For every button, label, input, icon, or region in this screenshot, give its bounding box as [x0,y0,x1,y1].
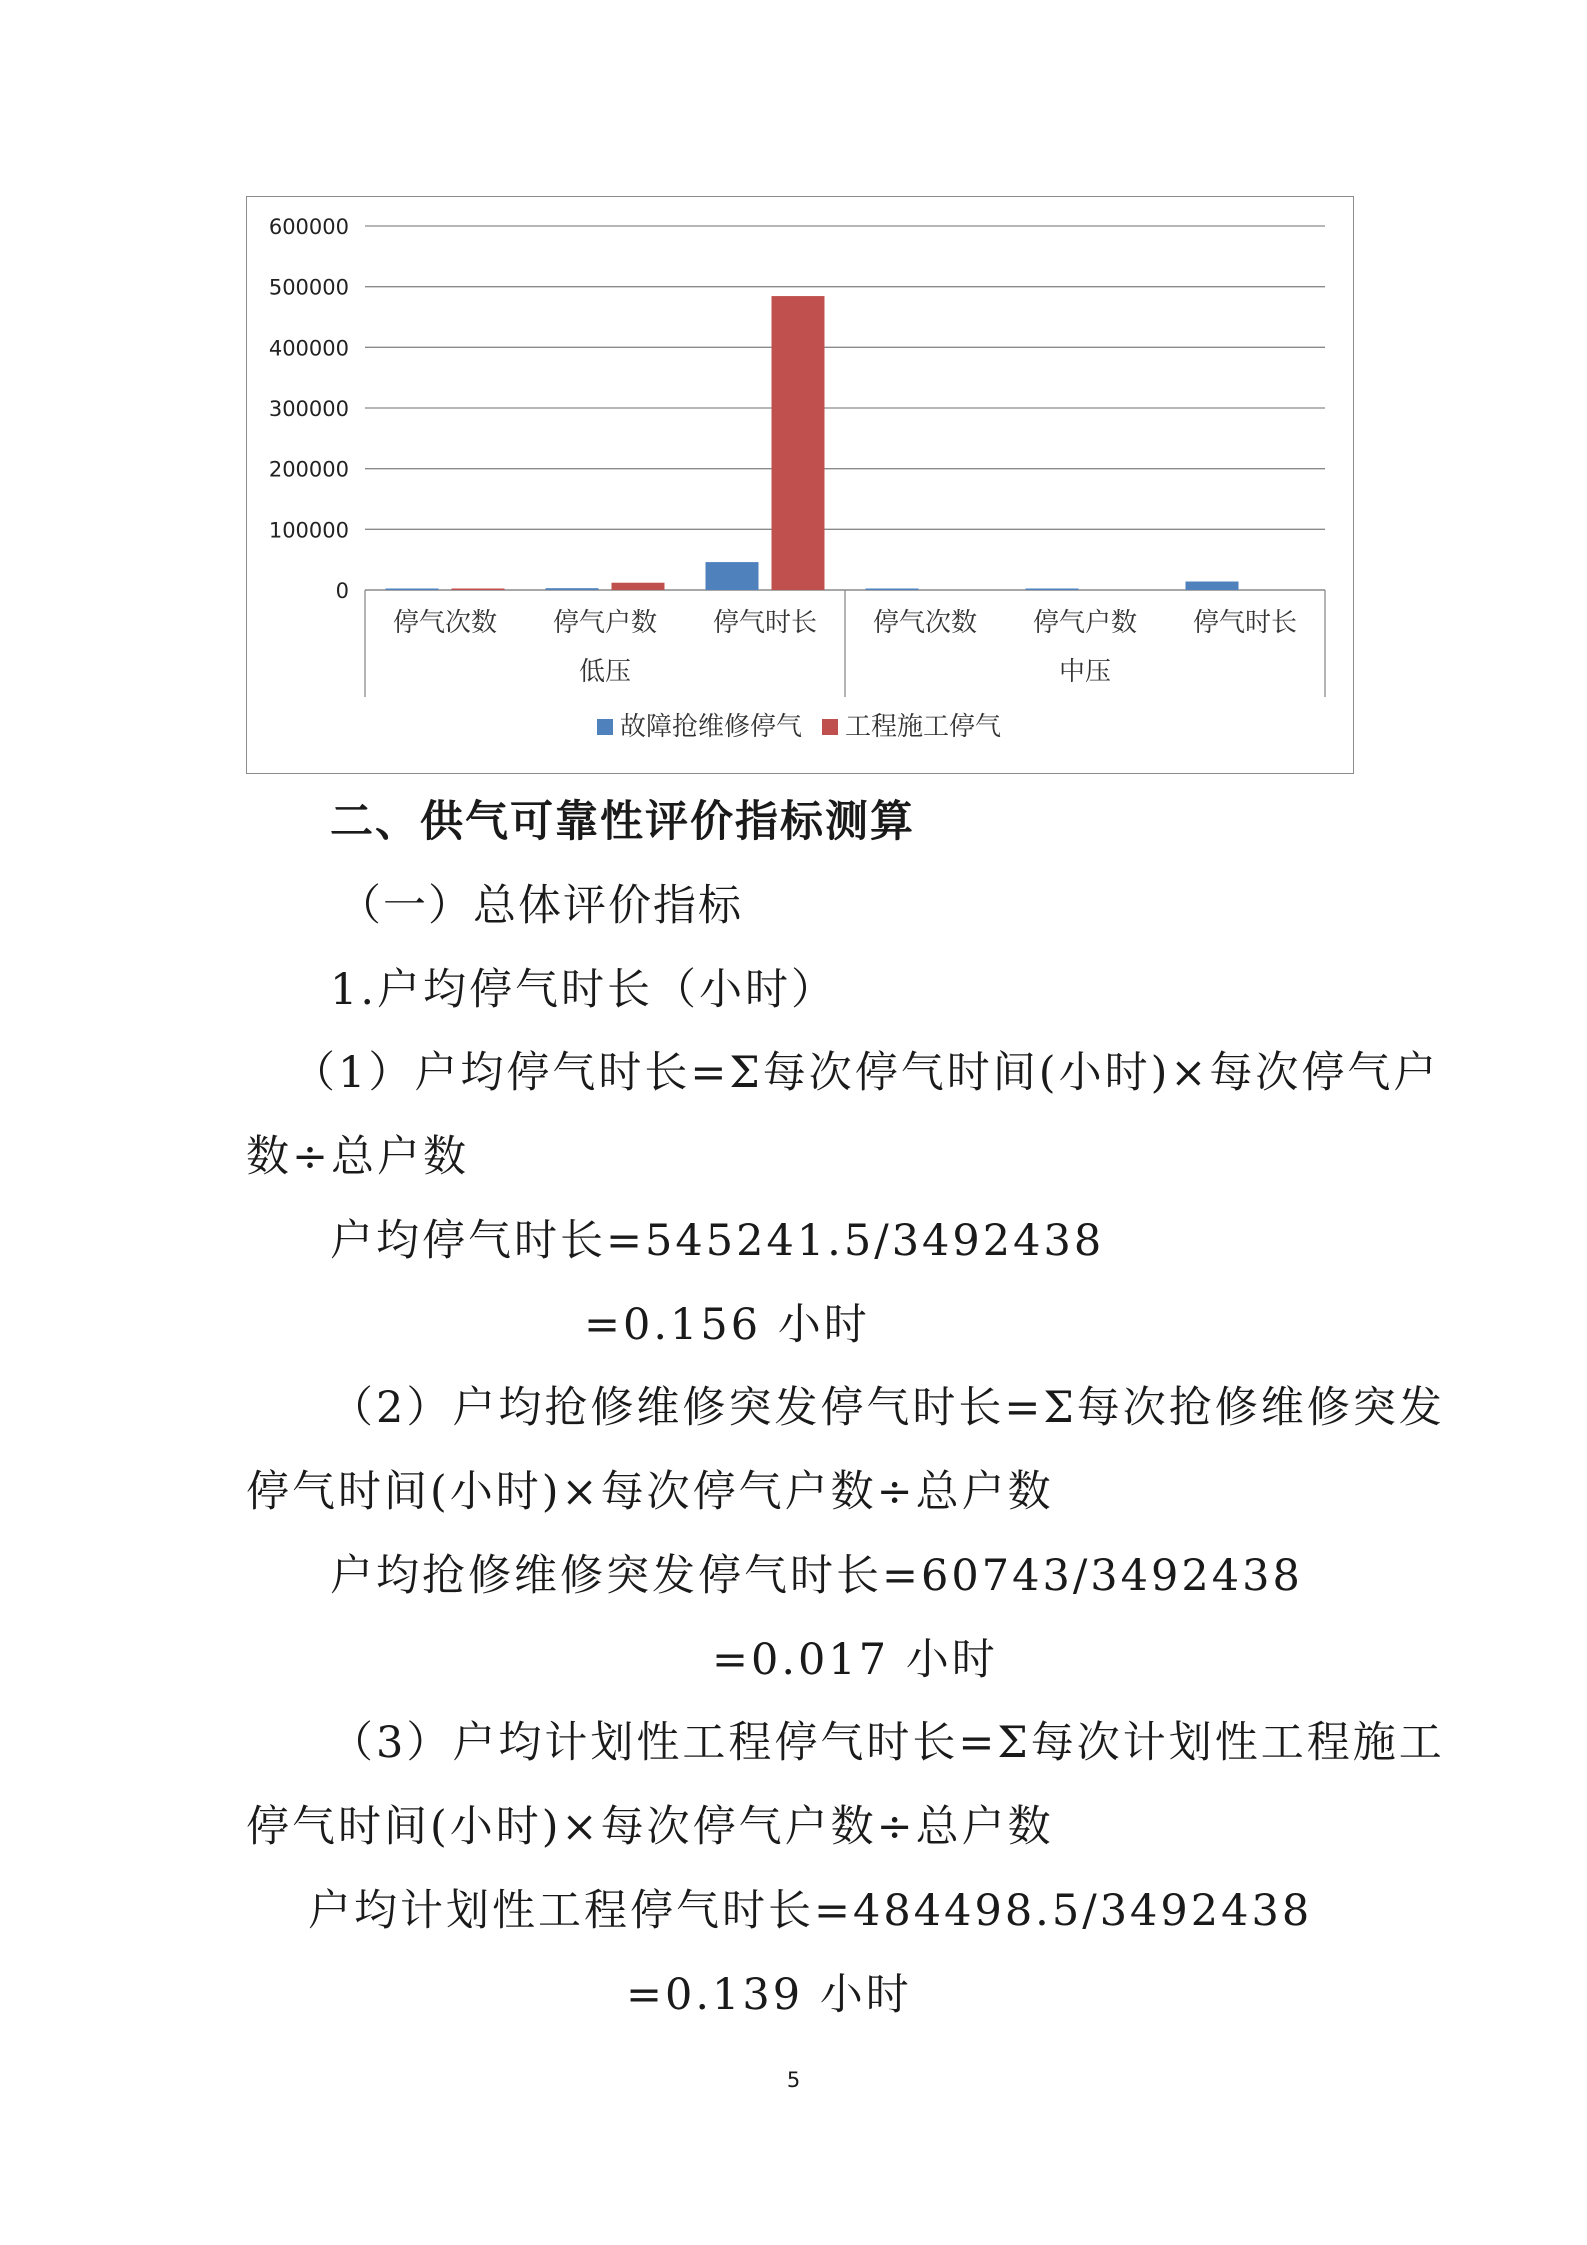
formula-1-calc: 户均停气时长=545241.5/3492438 [330,1216,1105,1266]
bar-construction [452,589,505,591]
bar-construction [612,583,665,590]
formula-1-line-1: （1）户均停气时长=Σ每次停气时间(小时)×每次停气户 [292,1048,1440,1098]
bar-repair [386,589,439,591]
formula-3-line-2: 停气时间(小时)×每次停气户数÷总户数 [246,1802,1054,1852]
formula-1-line-2: 数÷总户数 [246,1132,470,1182]
section-heading: 二、供气可靠性评价指标测算 [330,797,915,847]
x-category-label: 停气户数 [552,608,658,638]
legend-swatch [822,719,838,735]
formula-2-line-1: （2）户均抢修维修突发停气时长=Σ每次抢修维修突发 [330,1383,1445,1433]
formula-3-calc: 户均计划性工程停气时长=484498.5/3492438 [308,1886,1313,1936]
page-number: 5 [786,2068,801,2092]
y-tick-label: 200000 [268,457,349,482]
x-category-label: 停气次数 [392,608,498,638]
formula-2-calc: 户均抢修维修突发停气时长=60743/3492438 [330,1551,1303,1601]
y-tick-label: 300000 [268,397,349,421]
sub-heading: （一）总体评价指标 [338,881,743,931]
formula-2-result: =0.017 小时 [712,1635,998,1685]
x-category-label: 停气户数 [1032,608,1138,638]
y-tick-label: 100000 [268,518,349,543]
x-category-label: 停气次数 [872,608,978,638]
x-group-label: 低压 [578,657,632,687]
bar-construction [772,296,825,590]
formula-3-result: =0.139 小时 [626,1970,912,2020]
formula-2-line-2: 停气时间(小时)×每次停气户数÷总户数 [246,1467,1054,1517]
y-tick-label: 400000 [268,336,349,361]
legend-label: 工程施工停气 [845,712,1002,742]
legend-label: 故障抢维修停气 [620,712,803,742]
bar-repair [1026,589,1079,591]
formula-1-result: =0.156 小时 [584,1300,870,1350]
y-tick-label: 0 [335,579,349,603]
outage-bar-chart [246,196,1354,774]
legend-swatch [597,719,613,735]
item-1-heading: 1.户均停气时长（小时） [330,965,838,1015]
chart-canvas [247,197,1355,775]
formula-3-line-1: （3）户均计划性工程停气时长=Σ每次计划性工程施工 [330,1718,1445,1768]
x-category-label: 停气时长 [1192,608,1298,638]
x-category-label: 停气时长 [712,608,818,638]
y-tick-label: 600000 [268,215,349,239]
x-group-label: 中压 [1058,657,1112,687]
bar-repair [866,589,919,591]
bar-repair [1186,582,1239,590]
bar-repair [546,588,599,590]
y-tick-label: 500000 [268,275,349,300]
bar-repair [706,562,759,590]
